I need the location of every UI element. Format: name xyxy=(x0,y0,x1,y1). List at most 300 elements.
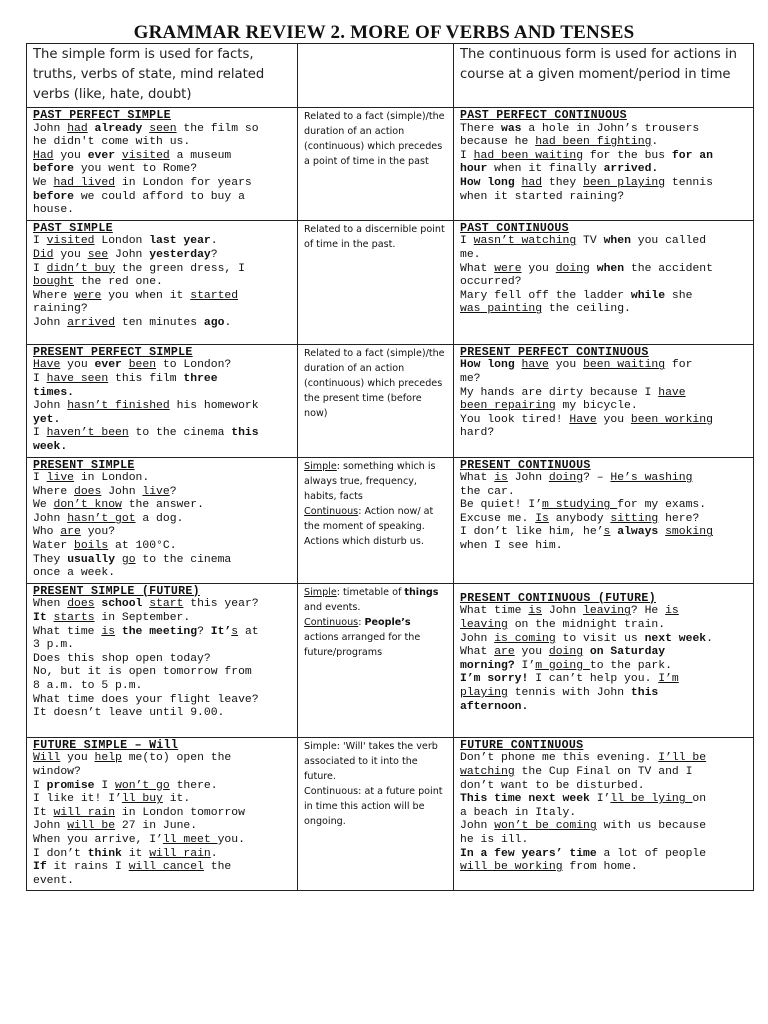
text-segment: you called xyxy=(630,235,707,248)
text-segment: raining? xyxy=(33,303,88,316)
example-line xyxy=(33,626,292,640)
continuous-tense-cell xyxy=(454,108,754,221)
tense-rows xyxy=(27,108,754,891)
text-segment: for xyxy=(665,359,693,372)
example-line xyxy=(460,136,748,150)
example-line xyxy=(460,701,748,715)
example-line xyxy=(460,359,748,373)
text-segment: in London tomorrow xyxy=(115,806,245,819)
text-segment xyxy=(515,359,522,371)
underlined-verb: does xyxy=(74,485,102,498)
example-line xyxy=(460,660,748,674)
text-segment: John xyxy=(33,512,68,525)
text-segment: on the midnight train. xyxy=(507,619,666,632)
text-segment: a dog. xyxy=(135,512,184,525)
text-segment: What time xyxy=(33,625,102,638)
text-segment: and events. xyxy=(304,601,361,613)
tense-row xyxy=(27,583,754,737)
underlined-verb: does xyxy=(67,598,95,611)
text-segment: I xyxy=(94,779,116,792)
bold-keyword: while xyxy=(630,289,666,302)
text-segment: there. xyxy=(169,779,218,792)
continuous-tense-title: PRESENT CONTINUOUS xyxy=(460,458,591,472)
text-segment xyxy=(122,359,129,371)
text-segment: I can’t help you. xyxy=(528,673,659,686)
underlined-verb: will rain xyxy=(53,806,116,819)
text-segment: Don’t phone me this evening. xyxy=(460,752,659,765)
bold-keyword: when xyxy=(603,235,631,248)
example-line xyxy=(33,707,292,721)
underlined-verb: ll meet xyxy=(162,834,218,846)
example-line xyxy=(33,861,292,875)
underlined-verb: been xyxy=(128,359,157,372)
text-segment: Where xyxy=(33,289,75,302)
underlined-verb: arrived xyxy=(67,316,116,329)
example-line xyxy=(460,499,748,513)
continuous-tense-cell xyxy=(454,220,754,344)
text-segment: John xyxy=(101,485,143,498)
header-row xyxy=(27,44,754,108)
example-line xyxy=(33,554,292,568)
text-segment: you? xyxy=(80,526,116,539)
example-line xyxy=(460,834,748,848)
example-line xyxy=(33,694,292,708)
text-segment: his homework xyxy=(169,400,259,413)
simple-tense-title: PRESENT SIMPLE xyxy=(33,458,135,472)
example-line xyxy=(33,177,292,191)
underlined-verb: see xyxy=(87,248,109,261)
underlined-verb: was painting xyxy=(460,303,543,316)
text-segment: the accident xyxy=(624,262,713,275)
simple-tense-cell xyxy=(27,583,298,737)
example-line xyxy=(33,123,292,137)
bold-keyword: this xyxy=(231,427,259,440)
simple-tense-title: FUTURE SIMPLE – Will xyxy=(33,738,179,752)
underlined-verb: had been fighting xyxy=(535,136,652,149)
text-segment: We xyxy=(33,176,54,189)
text-segment: Excuse me. xyxy=(460,512,536,525)
underlined-verb: had lived xyxy=(53,176,116,189)
example-line xyxy=(33,875,292,889)
bold-keyword: How long xyxy=(460,176,515,189)
text-segment: John xyxy=(507,472,549,485)
text-segment: to visit us xyxy=(555,632,645,645)
text-segment: to London? xyxy=(156,359,232,372)
page-title: GRAMMAR REVIEW 2. MORE OF VERBS AND TENSES xyxy=(133,22,635,43)
text-segment: in London for years xyxy=(115,176,252,189)
example-line xyxy=(460,303,748,317)
underlined-verb: watching xyxy=(460,766,515,779)
text-segment: ten minutes xyxy=(115,316,204,329)
text-segment: Related to a discernible point of time in the past. xyxy=(304,223,445,250)
example-line xyxy=(33,317,292,331)
text-segment: she xyxy=(665,289,693,302)
continuous-tense-title: PAST CONTINUOUS xyxy=(460,221,569,235)
text-segment: Be quiet! I’ xyxy=(460,499,543,512)
usage-explanation-cell xyxy=(298,220,454,344)
text-segment: John xyxy=(33,122,68,135)
underlined-verb: starts xyxy=(53,612,95,625)
text-segment: you xyxy=(60,359,95,372)
text-segment: you. xyxy=(217,834,245,846)
underlined-verb: visited xyxy=(121,149,170,162)
bold-keyword: ever xyxy=(87,149,116,162)
example-line xyxy=(33,387,292,401)
underlined-verb: had been waiting xyxy=(473,149,584,162)
underlined-verb: been repairing xyxy=(460,400,556,413)
text-segment xyxy=(115,626,122,638)
bold-keyword: week. xyxy=(33,440,68,453)
text-segment: you when it xyxy=(101,289,191,302)
underlined-verb: go xyxy=(121,553,136,566)
text-segment: to the cinema xyxy=(135,553,232,566)
underlined-verb: start xyxy=(149,598,184,611)
example-line xyxy=(33,303,292,317)
example-line xyxy=(460,400,748,414)
bold-keyword: How long xyxy=(460,359,515,372)
underlined-verb: had xyxy=(67,122,88,135)
example-line xyxy=(33,290,292,304)
underlined-verb: visited xyxy=(46,235,95,248)
text-segment: Simple: 'Will' takes the verb associated to it into the future. xyxy=(304,740,438,782)
text-segment: It doesn’t leave until 9.00. xyxy=(33,707,225,720)
underlined-verb: are xyxy=(60,526,81,539)
text-segment: ? xyxy=(210,248,218,261)
text-segment: window? xyxy=(33,766,81,779)
bold-keyword: already xyxy=(87,122,143,135)
bold-keyword: promise xyxy=(46,779,95,792)
text-segment: to the cinema xyxy=(128,427,232,440)
underlined-verb: don’t know xyxy=(53,499,122,512)
example-line xyxy=(460,235,748,249)
bold-keyword: on Saturday xyxy=(589,646,666,659)
text-segment: John xyxy=(33,316,68,329)
underlined-verb: Simple xyxy=(304,460,337,472)
example-line xyxy=(33,204,292,218)
example-line xyxy=(460,780,748,794)
simple-tense-title: PRESENT PERFECT SIMPLE xyxy=(33,345,193,359)
usage-explanation-cell xyxy=(298,108,454,221)
example-line xyxy=(460,820,748,834)
text-segment: me(to) open the xyxy=(121,752,232,765)
continuous-tense-title: PRESENT PERFECT CONTINUOUS xyxy=(460,345,649,359)
simple-tense-cell xyxy=(27,344,298,457)
text-segment: the car. xyxy=(460,485,515,498)
text-segment: the green dress, I xyxy=(115,262,245,275)
text-segment: I like it! I’ xyxy=(33,793,122,806)
header-middle-empty xyxy=(298,44,454,108)
text-segment: : something which is always true, frequency, habits, facts xyxy=(304,460,436,502)
bold-keyword: afternoon. xyxy=(460,700,529,713)
text-segment: this film xyxy=(108,372,184,385)
underlined-verb: been playing xyxy=(583,176,666,189)
bold-keyword: school xyxy=(101,598,143,611)
underlined-verb: bought xyxy=(33,276,75,289)
text-segment: 8 a.m. to 5 p.m. xyxy=(33,680,143,692)
example-line xyxy=(33,150,292,164)
underlined-verb: been working xyxy=(630,413,713,426)
bold-keyword: yet. xyxy=(33,413,61,426)
text-segment: my bicycle. xyxy=(555,400,638,413)
example-line xyxy=(33,276,292,290)
underlined-verb: seen xyxy=(149,122,177,135)
example-line xyxy=(460,513,748,527)
continuous-tense-cell xyxy=(454,583,754,737)
bold-keyword: before xyxy=(33,163,75,176)
tense-row xyxy=(27,220,754,344)
bold-keyword: always xyxy=(617,526,659,539)
text-segment: tennis xyxy=(665,176,713,189)
example-line xyxy=(460,633,748,647)
example-line xyxy=(33,540,292,554)
text-segment: from home. xyxy=(562,861,638,874)
example-line xyxy=(33,486,292,500)
example-line xyxy=(33,373,292,387)
example-line xyxy=(460,263,748,277)
underlined-verb: are xyxy=(494,646,515,659)
example-line xyxy=(33,136,292,150)
example-line xyxy=(33,263,292,277)
example-line xyxy=(460,526,748,540)
example-line xyxy=(33,513,292,527)
example-line xyxy=(460,163,748,177)
text-segment: I xyxy=(33,262,47,275)
continuous-form-description: The continuous form is used for actions in course at a given moment/period in time xyxy=(454,44,754,108)
text-segment: a beach in Italy. xyxy=(460,806,577,819)
simple-tense-cell xyxy=(27,108,298,221)
underlined-verb: sitting xyxy=(610,512,659,525)
bold-keyword: next week xyxy=(644,632,707,645)
text-segment: What xyxy=(460,646,495,659)
tenses-table xyxy=(26,43,754,891)
bold-keyword: yesterday xyxy=(149,248,211,261)
text-segment: actions arranged for the future/programs xyxy=(304,631,421,658)
underlined-verb: leaving xyxy=(460,619,508,632)
bold-keyword: It xyxy=(33,612,47,625)
example-line xyxy=(33,249,292,263)
text-segment: this year? xyxy=(183,598,259,611)
text-segment xyxy=(47,612,54,624)
text-segment: for the bus xyxy=(583,149,672,162)
example-line xyxy=(460,752,748,766)
bold-keyword: I’m sorry! xyxy=(460,673,529,686)
text-segment: I’ xyxy=(589,793,611,806)
underlined-verb: will be working xyxy=(460,861,563,874)
bold-keyword: This time next week xyxy=(460,793,590,806)
underlined-verb: ll be lying xyxy=(610,793,693,806)
text-segment: me. xyxy=(460,248,481,261)
text-segment: at 100°C. xyxy=(108,540,177,553)
text-segment: ? – xyxy=(583,472,611,485)
example-line xyxy=(33,848,292,862)
example-line xyxy=(460,387,748,401)
example-line xyxy=(460,766,748,780)
example-line xyxy=(460,150,748,164)
text-segment: with us because xyxy=(596,820,707,833)
text-segment xyxy=(515,177,522,189)
example-line xyxy=(33,235,292,249)
example-line xyxy=(33,359,292,373)
text-segment: We xyxy=(33,499,54,512)
example-line xyxy=(460,427,748,441)
simple-tense-title: PAST SIMPLE xyxy=(33,221,113,235)
underlined-verb: Have xyxy=(569,413,597,426)
text-segment: John xyxy=(33,400,68,413)
underlined-verb: help xyxy=(94,752,122,765)
example-line xyxy=(33,653,292,667)
text-segment: I xyxy=(460,149,474,162)
continuous-tense-title: FUTURE CONTINUOUS xyxy=(460,738,584,752)
example-line xyxy=(460,414,748,428)
text-segment: . xyxy=(706,632,713,645)
text-segment: Does this shop open today? xyxy=(33,652,211,665)
text-segment: you xyxy=(60,752,95,765)
text-segment: They xyxy=(33,553,68,566)
example-line xyxy=(33,472,292,486)
text-segment: Water xyxy=(33,540,75,553)
underlined-verb: I’m xyxy=(658,673,679,686)
text-segment: There xyxy=(460,122,502,135)
example-line xyxy=(33,780,292,794)
text-segment: Where xyxy=(33,485,75,498)
underlined-verb: leaving xyxy=(583,605,631,618)
underlined-verb: s xyxy=(603,526,611,539)
underlined-verb: been waiting xyxy=(583,359,666,372)
bold-keyword: the meeting xyxy=(121,625,198,638)
underlined-verb: have xyxy=(658,386,686,399)
underlined-verb: is xyxy=(101,625,116,638)
text-segment: John xyxy=(542,605,584,618)
underlined-verb: Have xyxy=(33,359,61,372)
underlined-verb: boils xyxy=(74,540,109,553)
bold-keyword: when xyxy=(596,262,625,275)
text-segment: you xyxy=(521,262,556,275)
text-segment: Who xyxy=(33,526,61,539)
text-segment: . xyxy=(210,235,218,248)
text-segment: it. xyxy=(162,793,191,806)
text-segment: it rains I xyxy=(46,861,129,874)
bold-keyword: If xyxy=(33,861,47,874)
text-segment: me? xyxy=(460,372,481,385)
simple-tense-title: PRESENT SIMPLE (FUTURE) xyxy=(33,584,200,598)
bold-keyword: for an xyxy=(671,149,713,162)
underlined-verb: live xyxy=(46,472,75,485)
underlined-verb: m going xyxy=(535,659,590,672)
bold-keyword: People’s xyxy=(364,616,411,628)
simple-tense-cell xyxy=(27,737,298,891)
text-segment: I’ xyxy=(514,659,536,672)
text-segment: you xyxy=(548,359,584,372)
example-line xyxy=(460,373,748,387)
underlined-verb: doing xyxy=(555,262,590,275)
text-segment: a lot of people xyxy=(596,847,707,860)
bold-keyword: this xyxy=(630,687,659,699)
underlined-verb: I’ll be xyxy=(658,752,707,765)
underlined-verb: hasn’t got xyxy=(67,512,136,525)
text-segment: 27 in June. xyxy=(115,820,198,833)
text-segment: to the park. xyxy=(589,659,672,672)
text-segment: What xyxy=(460,472,495,485)
text-segment: I don’t like him, he’ xyxy=(460,526,604,539)
example-line xyxy=(33,499,292,513)
text-segment: it xyxy=(121,847,150,860)
text-segment: No, but it is open tomorrow from xyxy=(33,666,252,679)
tense-row xyxy=(27,457,754,583)
underlined-verb: Continuous xyxy=(304,505,359,517)
continuous-tense-title: PAST PERFECT CONTINUOUS xyxy=(460,109,627,122)
text-segment: at xyxy=(238,625,259,638)
tense-row xyxy=(27,344,754,457)
underlined-verb: Had xyxy=(33,149,54,162)
example-line xyxy=(460,861,748,875)
continuous-tense-cell xyxy=(454,737,754,891)
text-segment: London xyxy=(94,235,150,248)
text-segment: I don’t xyxy=(33,847,88,860)
text-segment: What time xyxy=(460,605,529,618)
text-segment: Related to a fact (simple)/the duration of an action (continuous) which precedes the present time (before now) xyxy=(304,347,445,419)
continuous-tense-cell xyxy=(454,457,754,583)
underlined-verb: Is xyxy=(535,512,549,525)
underlined-verb: Did xyxy=(33,248,54,261)
usage-explanation-cell xyxy=(298,737,454,891)
example-line xyxy=(33,163,292,177)
underlined-verb: Simple xyxy=(304,586,337,598)
text-segment: once a week. xyxy=(33,567,116,580)
text-segment: he is ill. xyxy=(460,834,529,846)
bold-keyword: morning? xyxy=(460,659,515,672)
underlined-verb: have xyxy=(521,359,549,372)
usage-explanation-cell xyxy=(298,344,454,457)
text-segment: the film so xyxy=(176,122,259,135)
text-segment: he didn't come with us. xyxy=(33,136,191,149)
text-segment: . xyxy=(224,316,232,329)
underlined-verb: will be xyxy=(67,820,116,833)
text-segment: in London. xyxy=(74,472,150,485)
text-segment: Continuous: at a future point in time this action will be ongoing. xyxy=(304,785,443,827)
simple-tense-cell xyxy=(27,457,298,583)
bold-keyword: usually xyxy=(67,553,116,566)
bold-keyword: It’ xyxy=(210,625,232,638)
text-segment: John xyxy=(108,248,150,261)
text-segment: : xyxy=(358,616,365,628)
underlined-verb: Continuous xyxy=(304,616,359,628)
text-segment: ? He xyxy=(630,605,666,618)
bold-keyword: last year xyxy=(149,235,211,248)
text-segment: when it finally xyxy=(487,163,604,176)
underlined-verb: Will xyxy=(33,752,61,765)
usage-explanation-cell xyxy=(298,583,454,737)
underlined-verb: will cancel xyxy=(128,861,204,874)
text-segment xyxy=(115,150,122,162)
text-segment: I xyxy=(33,235,47,248)
example-line xyxy=(33,766,292,780)
text-segment: I xyxy=(33,427,47,440)
text-segment: ? xyxy=(169,485,177,498)
text-segment: you went to Rome? xyxy=(74,163,198,176)
example-line xyxy=(33,612,292,626)
underlined-verb: had xyxy=(521,176,543,189)
bold-keyword: things xyxy=(404,586,439,598)
text-segment: What xyxy=(460,262,495,275)
example-line xyxy=(460,807,748,821)
example-line xyxy=(460,191,748,205)
text-segment: I xyxy=(33,779,47,792)
underlined-verb: have seen xyxy=(46,372,109,385)
example-line xyxy=(33,666,292,680)
continuous-tense-cell xyxy=(454,344,754,457)
text-segment xyxy=(590,263,597,275)
text-segment: . xyxy=(651,136,659,149)
